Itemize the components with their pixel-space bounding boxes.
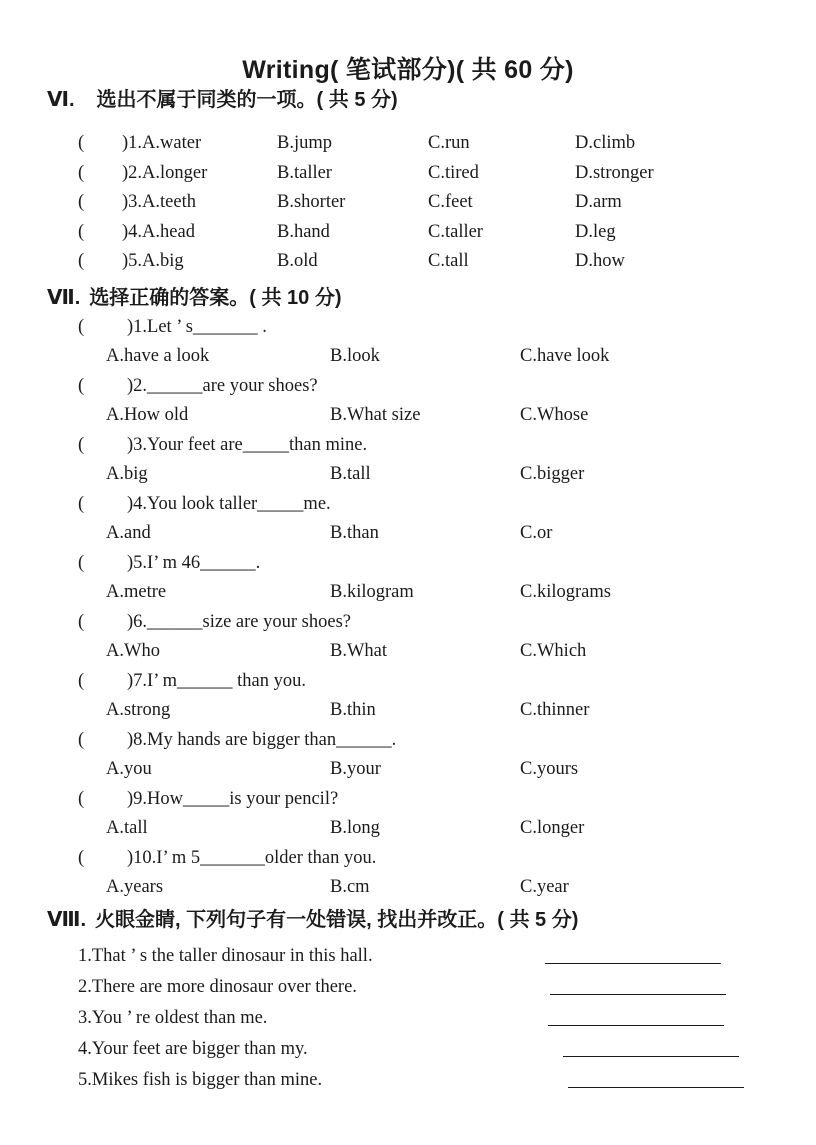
- vii-question-row: [0, 431, 816, 461]
- sentence-text: 2.There are more dinosaur over there.: [78, 976, 357, 997]
- vii-question-row: [0, 844, 816, 874]
- section-vii-header: [0, 284, 816, 312]
- answer-blank-line: [550, 994, 726, 995]
- vii-question-row: [0, 549, 816, 579]
- answer-bracket: (: [78, 251, 85, 272]
- vii-options-row: [0, 401, 816, 431]
- vii-question-row: [0, 785, 816, 815]
- vii-options-row: [0, 460, 816, 490]
- section-viii-header: [0, 906, 816, 934]
- question-text: )2.______are your shoes?: [127, 375, 318, 396]
- option-c: C.feet: [428, 192, 473, 213]
- option-a: )2.A.longer: [122, 162, 208, 183]
- option-a: A.strong: [106, 700, 171, 721]
- answer-bracket: (: [78, 788, 85, 809]
- viii-sentence-row: [0, 1003, 816, 1034]
- option-c: C.or: [520, 523, 553, 544]
- vii-question-row: [0, 372, 816, 402]
- vii-question-row: [0, 490, 816, 520]
- vii-options-row: [0, 519, 816, 549]
- option-b: B.What size: [330, 405, 421, 426]
- option-a: A.metre: [106, 582, 167, 603]
- option-c: C.kilograms: [520, 582, 611, 603]
- exam-title: Writing( 笔试部分)( 共 60 分): [242, 56, 574, 84]
- question-text: )4.You look taller_____me.: [127, 493, 331, 514]
- sentence-text: 3.You ’ re oldest than me.: [78, 1007, 268, 1028]
- answer-bracket: (: [78, 316, 85, 337]
- option-b: B.old: [277, 251, 318, 272]
- vii-question-row: [0, 667, 816, 697]
- sentence-text: 1.That ’ s the taller dinosaur in this hall.: [78, 945, 373, 966]
- option-b: B.than: [330, 523, 379, 544]
- option-d: D.arm: [575, 192, 622, 213]
- section-vi-numeral: Ⅵ.: [47, 89, 75, 111]
- vii-options-row: [0, 873, 816, 903]
- option-a: )5.A.big: [122, 251, 184, 272]
- vii-options-row: [0, 696, 816, 726]
- option-a: A.tall: [106, 818, 148, 839]
- viii-sentence-row: [0, 972, 816, 1003]
- section-vi-heading: 选出不属于同类的一项。( 共 5 分): [96, 89, 398, 111]
- option-d: D.climb: [575, 133, 636, 153]
- option-c: C.taller: [428, 221, 483, 242]
- option-b: B.thin: [330, 700, 376, 721]
- option-b: B.taller: [277, 162, 332, 183]
- option-a: )3.A.teeth: [122, 192, 196, 213]
- option-c: C.longer: [520, 818, 585, 839]
- option-b: B.look: [330, 346, 380, 367]
- option-d: D.how: [575, 251, 625, 272]
- option-b: B.jump: [277, 133, 332, 153]
- option-b: B.hand: [277, 221, 330, 242]
- option-a: A.you: [106, 759, 152, 780]
- option-c: C.thinner: [520, 700, 590, 721]
- vi-question-row: [0, 159, 816, 189]
- option-a: A.and: [106, 523, 151, 544]
- vi-question-row: [0, 188, 816, 218]
- section-vii-heading: 选择正确的答案。( 共 10 分): [89, 286, 342, 309]
- answer-bracket: (: [78, 221, 85, 242]
- option-c: C.tired: [428, 162, 479, 183]
- option-a: A.Who: [106, 641, 160, 662]
- option-d: D.leg: [575, 221, 616, 242]
- option-c: C.Which: [520, 641, 587, 662]
- question-text: )1.Let ’ s_______ .: [127, 316, 267, 337]
- answer-blank-line: [563, 1056, 739, 1057]
- vii-question-row: [0, 313, 816, 343]
- vii-question-row: [0, 608, 816, 638]
- section-vii-items: [0, 313, 816, 903]
- option-b: B.shorter: [277, 192, 346, 213]
- vii-options-row: [0, 637, 816, 667]
- question-text: )7.I’ m______ than you.: [127, 670, 306, 691]
- section-vi-header: [0, 86, 816, 114]
- answer-bracket: (: [78, 729, 85, 750]
- option-b: B.What: [330, 641, 388, 662]
- option-c: C.bigger: [520, 464, 585, 485]
- option-a: A.have a look: [106, 346, 210, 367]
- answer-bracket: (: [78, 162, 85, 183]
- section-vi-rows: [0, 129, 816, 277]
- option-a: A.How old: [106, 405, 189, 426]
- answer-blank-line: [548, 1025, 724, 1026]
- viii-sentence-row: [0, 1034, 816, 1065]
- option-b: B.your: [330, 759, 381, 780]
- viii-sentence-row: [0, 941, 816, 972]
- option-a: A.years: [106, 877, 164, 898]
- answer-bracket: (: [78, 133, 85, 153]
- vi-question-row: [0, 129, 816, 159]
- option-b: B.long: [330, 818, 380, 839]
- answer-blank-line: [545, 963, 721, 964]
- vii-options-row: [0, 578, 816, 608]
- option-b: B.kilogram: [330, 582, 414, 603]
- vii-question-row: [0, 726, 816, 756]
- option-b: B.tall: [330, 464, 371, 485]
- question-text: )10.I’ m 5_______older than you.: [127, 847, 377, 868]
- section-viii-numeral: Ⅷ.: [47, 908, 87, 931]
- vi-question-row: [0, 218, 816, 248]
- option-c: C.year: [520, 877, 569, 898]
- answer-bracket: (: [78, 670, 85, 691]
- answer-bracket: (: [78, 611, 85, 632]
- option-c: C.run: [428, 133, 470, 153]
- vii-options-row: [0, 342, 816, 372]
- vii-options-row: [0, 755, 816, 785]
- sentence-text: 4.Your feet are bigger than my.: [78, 1038, 308, 1059]
- viii-sentence-row: [0, 1065, 816, 1096]
- answer-bracket: (: [78, 847, 85, 868]
- answer-bracket: (: [78, 375, 85, 396]
- answer-bracket: (: [78, 192, 85, 213]
- vi-question-row: [0, 247, 816, 277]
- section-viii-heading: 火眼金睛, 下列句子有一处错误, 找出并改正。( 共 5 分): [95, 908, 579, 931]
- section-vii-numeral: Ⅶ.: [47, 286, 81, 309]
- answer-bracket: (: [78, 552, 85, 573]
- question-text: )3.Your feet are_____than mine.: [127, 434, 368, 455]
- option-a: A.big: [106, 464, 148, 485]
- option-c: C.tall: [428, 251, 469, 272]
- question-text: )9.How_____is your pencil?: [127, 788, 339, 809]
- option-a: )1.A.water: [122, 133, 202, 153]
- section-viii-rows: [0, 941, 816, 1096]
- question-text: )5.I’ m 46______.: [127, 552, 261, 573]
- question-text: )8.My hands are bigger than______.: [127, 729, 397, 750]
- option-c: C.have look: [520, 346, 610, 367]
- option-c: C.yours: [520, 759, 579, 780]
- answer-blank-line: [568, 1087, 744, 1088]
- option-b: B.cm: [330, 877, 370, 898]
- answer-bracket: (: [78, 434, 85, 455]
- question-text: )6.______size are your shoes?: [127, 611, 351, 632]
- option-d: D.stronger: [575, 162, 654, 183]
- option-c: C.Whose: [520, 405, 589, 426]
- vii-options-row: [0, 814, 816, 844]
- answer-bracket: (: [78, 493, 85, 514]
- option-a: )4.A.head: [122, 221, 195, 242]
- sentence-text: 5.Mikes fish is bigger than mine.: [78, 1069, 323, 1090]
